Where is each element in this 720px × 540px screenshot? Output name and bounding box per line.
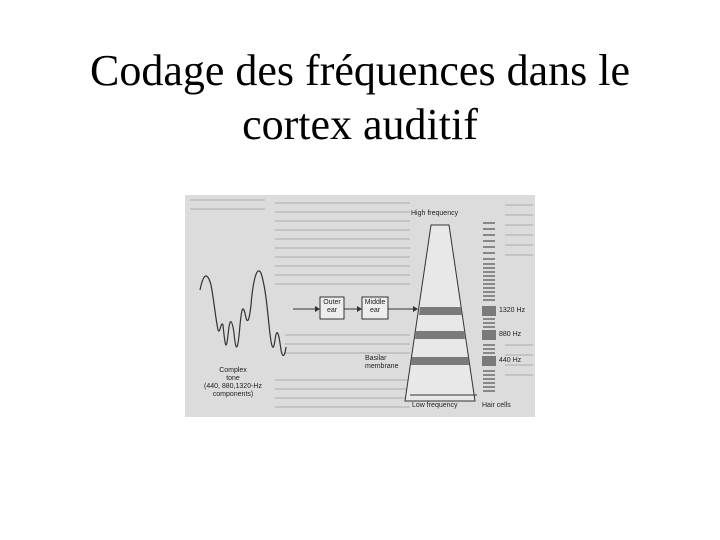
freq-440-label: 440 Hz [499, 357, 522, 364]
hair-cell-880 [482, 330, 496, 340]
outer-ear-line-1: Outer [323, 299, 341, 306]
high-frequency-label: High frequency [411, 210, 459, 217]
complex-tone-waveform [200, 271, 286, 356]
middle-ear-label [362, 299, 388, 315]
freq-880-label: 880 Hz [499, 331, 522, 338]
freq-1320-label: 1320 Hz [499, 307, 526, 314]
complex-line-4: components) [212, 391, 254, 398]
middle-ear-line-1: Middle [364, 299, 386, 306]
band-1320 [419, 307, 462, 315]
hair-cell-1320 [482, 306, 496, 316]
middle-ear-line-2: ear [369, 307, 381, 314]
basilar-line-2: membrane [365, 363, 399, 370]
band-440 [411, 357, 469, 365]
outer-ear-label [320, 299, 344, 315]
basilar-membrane-label [365, 355, 398, 371]
slide-title-line-1: Codage des fréquences dans le [89, 46, 630, 95]
complex-line-3: (440, 880,1320-Hz [204, 383, 262, 390]
slide-title [0, 44, 720, 152]
basilar-line-1: Basilar [365, 355, 387, 362]
hair-cell-440 [482, 356, 496, 366]
slide-title-line-2: cortex auditif [242, 100, 478, 149]
frequency-coding-figure [185, 195, 535, 417]
hair-cells-label: Hair cells [482, 402, 511, 409]
outer-ear-line-2: ear [326, 307, 338, 314]
arrow-head-3 [413, 306, 418, 312]
band-880 [415, 331, 465, 339]
complex-tone-label [193, 367, 273, 399]
low-frequency-label: Low frequency [412, 402, 458, 409]
complex-line-1: Complex [219, 367, 247, 374]
complex-line-2: tone [226, 375, 240, 382]
